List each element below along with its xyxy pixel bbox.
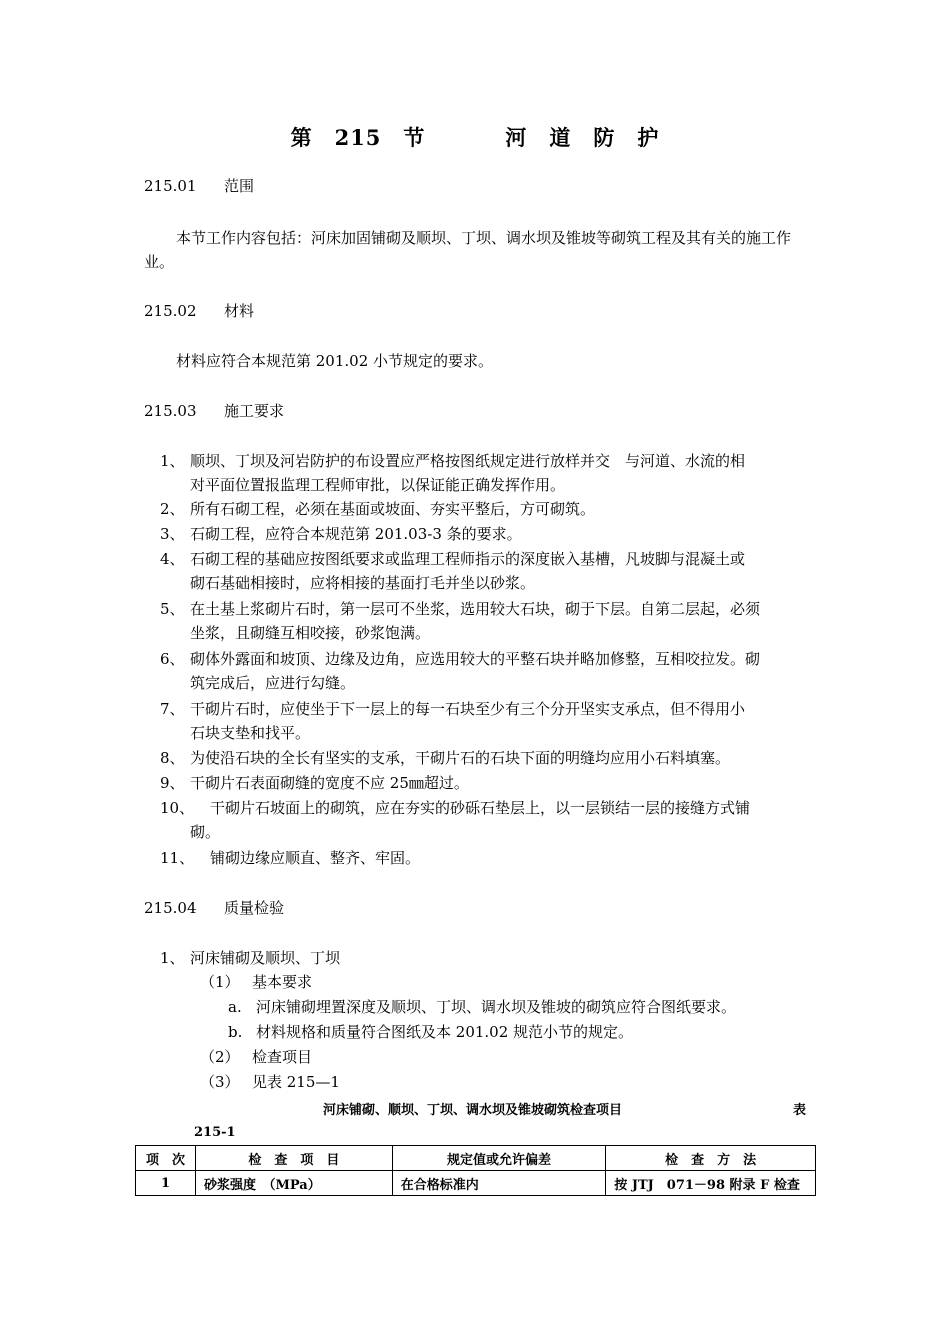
sub-item-number: （2） [200, 1048, 240, 1066]
list-item-text: 干砌片石坡面上的砌筑，应在夯实的砂砾石垫层上，以一层锁结一层的接缝方式铺 [210, 799, 751, 817]
sub-sub-item [228, 995, 736, 1019]
table-cell: 砂浆强度 （MPa） [195, 1171, 392, 1196]
section-number: 215.01 [144, 177, 197, 195]
list-item-text: 顺坝、丁坝及河岩防护的布设置应严格按图纸规定进行放样并交 与河道、水流的相 [190, 452, 746, 470]
section-title-name: 河 道 防 护 [505, 125, 660, 150]
list-item-text-continued: 砌石基础相接时，应将相接的基面打毛并坐以砂浆。 [190, 574, 536, 592]
table-caption-suffix: 表 [793, 1103, 807, 1118]
list-item [160, 771, 808, 795]
list-item-text: 在土基上浆砌片石时，第一层可不坐浆，选用较大石块，砌于下层。自第二层起，必须 [190, 600, 761, 618]
table-number: 215-1 [194, 1125, 236, 1140]
table-caption: 河床铺砌、顺坝、丁坝、调水坝及锥坡砌筑检查项目 [323, 1103, 623, 1118]
list-item-number: 4、 [160, 550, 185, 568]
list-item-number: 7、 [160, 700, 185, 718]
list-item-text-continued: 坐浆，且砌缝互相咬接，砂浆饱满。 [190, 624, 431, 642]
list-item [160, 547, 808, 595]
table-header-cell: 规定值或允许偏差 [392, 1146, 606, 1171]
table-header-cell: 检 查 方 法 [606, 1146, 816, 1171]
sub-item-text: 检查项目 [252, 1048, 313, 1066]
list-item-text-continued: 对平面位置报监理工程师审批，以保证能正确发挥作用。 [190, 476, 566, 494]
list-item [160, 647, 808, 695]
table-header-cell: 检 查 项 目 [195, 1146, 392, 1171]
material-paragraph: 材料应符合本规范第 201.02 小节规定的要求。 [176, 352, 494, 370]
section-heading: 材料 [224, 302, 255, 320]
sub-item-text: 见表 215—1 [252, 1073, 340, 1091]
list-item-number: 8、 [160, 749, 185, 767]
section-number: 215.04 [144, 899, 197, 917]
list-item [160, 497, 808, 521]
list-item [160, 946, 808, 970]
list-item [160, 597, 808, 645]
list-item-text-continued: 石块支垫和找平。 [190, 724, 311, 742]
list-item-number: 1、 [160, 949, 185, 967]
list-item-text: 干砌片石时，应使坐于下一层上的每一石块至少有三个分开坚实支承点，但不得用小 [190, 700, 746, 718]
list-item-number: 9、 [160, 774, 185, 792]
list-item [160, 846, 808, 870]
sub-sub-item-text: 河床铺砌埋置深度及顺坝、丁坝、调水坝及锥坡的砌筑应符合图纸要求。 [256, 998, 737, 1016]
inspection-table [135, 1145, 816, 1196]
sub-sub-item-letter: b. [228, 1023, 243, 1041]
scope-paragraph: 本节工作内容包括：河床加固铺砌及顺坝、丁坝、调水坝及锥坡等砌筑工程及其有关的施工作业。 [144, 229, 792, 271]
list-item [160, 522, 808, 546]
table-cell: 在合格标准内 [392, 1171, 606, 1196]
list-item [160, 697, 808, 745]
list-item-text: 铺砌边缘应顺直、整齐、牢固。 [210, 849, 421, 867]
list-item-number: 2、 [160, 500, 185, 518]
table-header-row [136, 1146, 816, 1171]
sub-item-number: （1） [200, 973, 240, 991]
sub-item-text: 基本要求 [252, 973, 313, 991]
list-item-text-continued: 筑完成后，应进行勾缝。 [190, 674, 356, 692]
section-number: 215.02 [144, 302, 197, 320]
list-item [160, 796, 808, 844]
sub-sub-item-text: 材料规格和质量符合图纸及本 201.02 规范小节的规定。 [256, 1023, 634, 1041]
sub-sub-item [228, 1020, 633, 1044]
list-item-number: 3、 [160, 525, 185, 543]
list-item-number: 10、 [160, 799, 195, 817]
list-item [160, 746, 808, 770]
list-item-text: 干砌片石表面砌缝的宽度不应 25㎜超过。 [190, 774, 469, 792]
section-heading: 范围 [224, 177, 255, 195]
list-item-text: 石砌工程的基础应按图纸要求或监理工程师指示的深度嵌入基槽，凡坡脚与混凝土或 [190, 550, 746, 568]
section-heading: 施工要求 [224, 402, 285, 420]
table-header-cell: 项 次 [136, 1146, 196, 1171]
list-item-text: 石砌工程，应符合本规范第 201.03-3 条的要求。 [190, 525, 522, 543]
list-item-text: 河床铺砌及顺坝、丁坝 [190, 949, 341, 967]
list-item-text: 砌体外露面和坡顶、边缘及边角，应选用较大的平整石块并略加修整，互相咬拉发。砌 [190, 650, 761, 668]
table-row [136, 1171, 816, 1196]
sub-item [200, 970, 312, 994]
list-item-number: 5、 [160, 600, 185, 618]
table-cell: 1 [136, 1171, 196, 1196]
section-number: 215.03 [144, 402, 197, 420]
list-item-text: 为使沿石块的全长有坚实的支承，干砌片石的石块下面的明缝均应用小石料填塞。 [190, 749, 731, 767]
section-title-number: 第 215 节 [290, 125, 426, 150]
section-heading: 质量检验 [224, 899, 285, 917]
list-item-number: 11、 [160, 849, 195, 867]
sub-item [200, 1070, 340, 1094]
section-title [0, 122, 950, 152]
list-item-number: 6、 [160, 650, 185, 668]
table-cell: 按 JTJ 071－98 附录 F 检查 [606, 1171, 816, 1196]
list-item-text-continued: 砌。 [190, 823, 221, 841]
list-item [160, 449, 808, 497]
sub-item [200, 1045, 312, 1069]
list-item-text: 所有石砌工程，必须在基面或坡面、夯实平整后，方可砌筑。 [190, 500, 596, 518]
sub-sub-item-letter: a. [228, 998, 242, 1016]
list-item-number: 1、 [160, 452, 185, 470]
sub-item-number: （3） [200, 1073, 240, 1091]
